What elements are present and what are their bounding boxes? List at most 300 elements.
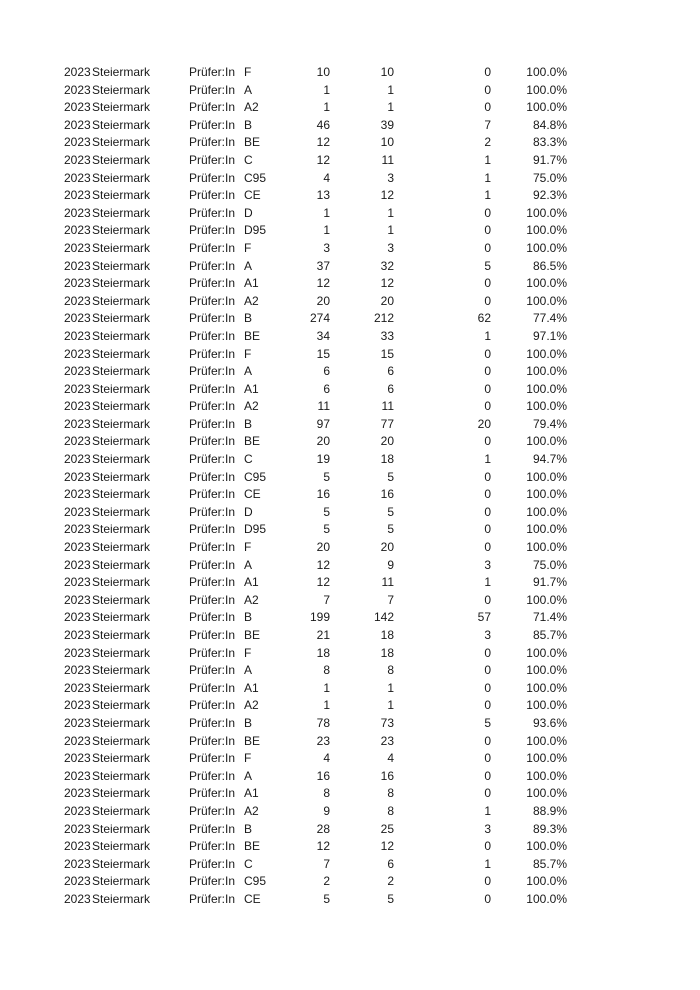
- role-cell: Prüfer:In: [189, 715, 236, 730]
- region-cell: Steiermark: [92, 768, 151, 783]
- table-row: [0, 504, 700, 522]
- year-cell: 2023: [64, 751, 91, 766]
- region-cell: Steiermark: [92, 311, 151, 326]
- year-cell: 2023: [64, 311, 91, 326]
- passed-count-cell: 8: [387, 786, 394, 801]
- table-row: [0, 821, 700, 839]
- region-cell: Steiermark: [92, 540, 151, 555]
- total-count-cell: 78: [316, 715, 330, 730]
- pass-rate-cell: 100.0%: [526, 276, 567, 291]
- failed-count-cell: 0: [484, 874, 491, 889]
- region-cell: Steiermark: [92, 276, 151, 291]
- region-cell: Steiermark: [92, 65, 151, 79]
- pass-rate-cell: 100.0%: [526, 240, 567, 255]
- table-row: [0, 891, 700, 909]
- table-row: [0, 222, 700, 240]
- passed-count-cell: 23: [380, 733, 394, 748]
- pass-rate-cell: 88.9%: [532, 803, 567, 818]
- role-cell: Prüfer:In: [189, 540, 236, 555]
- passed-count-cell: 10: [380, 65, 394, 79]
- pass-rate-cell: 100.0%: [526, 698, 567, 713]
- failed-count-cell: 1: [484, 575, 491, 590]
- region-cell: Steiermark: [92, 751, 151, 766]
- table-row: [0, 486, 700, 504]
- total-count-cell: 34: [316, 328, 330, 343]
- year-cell: 2023: [64, 100, 91, 115]
- license-class-cell: A2: [244, 293, 259, 308]
- year-cell: 2023: [64, 135, 91, 150]
- total-count-cell: 16: [316, 487, 330, 502]
- failed-count-cell: 0: [484, 469, 491, 484]
- role-cell: Prüfer:In: [189, 135, 236, 150]
- failed-count-cell: 1: [484, 452, 491, 467]
- year-cell: 2023: [64, 645, 91, 660]
- year-cell: 2023: [64, 434, 91, 449]
- region-cell: Steiermark: [92, 610, 151, 625]
- license-class-cell: C95: [244, 170, 267, 185]
- license-class-cell: A2: [244, 698, 259, 713]
- total-count-cell: 18: [316, 645, 330, 660]
- failed-count-cell: 0: [484, 522, 491, 537]
- license-class-cell: B: [244, 117, 253, 132]
- table-row: [0, 803, 700, 821]
- failed-count-cell: 5: [484, 258, 491, 273]
- failed-count-cell: 0: [484, 65, 491, 79]
- table-row: [0, 521, 700, 539]
- license-class-cell: A2: [244, 592, 259, 607]
- total-count-cell: 16: [316, 768, 330, 783]
- total-count-cell: 20: [316, 293, 330, 308]
- passed-count-cell: 7: [387, 592, 394, 607]
- year-cell: 2023: [64, 240, 91, 255]
- table-row: [0, 715, 700, 733]
- table-row: [0, 873, 700, 891]
- license-class-cell: A1: [244, 680, 259, 695]
- year-cell: 2023: [64, 188, 91, 203]
- role-cell: Prüfer:In: [189, 205, 236, 220]
- year-cell: 2023: [64, 469, 91, 484]
- failed-count-cell: 0: [484, 680, 491, 695]
- pass-rate-cell: 83.3%: [532, 135, 567, 150]
- role-cell: Prüfer:In: [189, 557, 236, 572]
- year-cell: 2023: [64, 715, 91, 730]
- region-cell: Steiermark: [92, 469, 151, 484]
- pass-rate-cell: 100.0%: [526, 100, 567, 115]
- license-class-cell: BE: [244, 628, 261, 642]
- table-row: [0, 64, 700, 82]
- failed-count-cell: 0: [484, 364, 491, 379]
- role-cell: Prüfer:In: [189, 821, 236, 836]
- pass-rate-cell: 100.0%: [526, 364, 567, 379]
- license-class-cell: C95: [244, 469, 267, 484]
- table-row: [0, 258, 700, 276]
- passed-count-cell: 1: [387, 205, 394, 220]
- year-cell: 2023: [64, 65, 91, 79]
- table-row: [0, 117, 700, 135]
- passed-count-cell: 4: [387, 751, 394, 766]
- passed-count-cell: 11: [381, 152, 394, 167]
- role-cell: Prüfer:In: [189, 733, 236, 748]
- role-cell: Prüfer:In: [189, 276, 236, 291]
- license-class-cell: B: [244, 610, 253, 625]
- license-class-cell: B: [244, 821, 253, 836]
- failed-count-cell: 0: [484, 504, 491, 519]
- role-cell: Prüfer:In: [189, 504, 236, 519]
- year-cell: 2023: [64, 504, 91, 519]
- pass-rate-cell: 75.0%: [532, 170, 567, 185]
- passed-count-cell: 11: [381, 575, 394, 590]
- passed-count-cell: 10: [380, 135, 394, 150]
- region-cell: Steiermark: [92, 117, 151, 132]
- pass-rate-cell: 100.0%: [526, 346, 567, 361]
- pass-rate-cell: 100.0%: [526, 223, 567, 238]
- role-cell: Prüfer:In: [189, 575, 236, 590]
- table-row: [0, 750, 700, 768]
- table-row: [0, 275, 700, 293]
- pass-rate-cell: 100.0%: [526, 434, 567, 449]
- table-row: [0, 469, 700, 487]
- failed-count-cell: 0: [484, 434, 491, 449]
- license-class-cell: CE: [244, 188, 261, 203]
- passed-count-cell: 18: [380, 645, 394, 660]
- pass-rate-cell: 100.0%: [526, 205, 567, 220]
- total-count-cell: 20: [316, 540, 330, 555]
- table-row: [0, 592, 700, 610]
- failed-count-cell: 0: [484, 698, 491, 713]
- role-cell: Prüfer:In: [189, 364, 236, 379]
- license-class-cell: F: [244, 240, 252, 255]
- failed-count-cell: 0: [484, 645, 491, 660]
- failed-count-cell: 0: [484, 733, 491, 748]
- failed-count-cell: 0: [484, 240, 491, 255]
- region-cell: Steiermark: [92, 258, 151, 273]
- pass-rate-cell: 86.5%: [532, 258, 567, 273]
- role-cell: Prüfer:In: [189, 891, 236, 906]
- role-cell: Prüfer:In: [189, 856, 236, 871]
- region-cell: Steiermark: [92, 346, 151, 361]
- role-cell: Prüfer:In: [189, 399, 236, 414]
- region-cell: Steiermark: [92, 522, 151, 537]
- license-class-cell: D95: [244, 522, 267, 537]
- region-cell: Steiermark: [92, 364, 151, 379]
- total-count-cell: 46: [316, 117, 330, 132]
- role-cell: Prüfer:In: [189, 311, 236, 326]
- total-count-cell: 4: [323, 751, 330, 766]
- license-class-cell: A2: [244, 100, 259, 115]
- table-row: [0, 627, 700, 645]
- failed-count-cell: 3: [484, 628, 491, 642]
- failed-count-cell: 0: [484, 751, 491, 766]
- pass-rate-cell: 100.0%: [526, 786, 567, 801]
- passed-count-cell: 12: [380, 276, 394, 291]
- total-count-cell: 12: [316, 575, 330, 590]
- pass-rate-cell: 100.0%: [526, 522, 567, 537]
- license-class-cell: B: [244, 715, 253, 730]
- pass-rate-cell: 100.0%: [526, 487, 567, 502]
- passed-count-cell: 18: [380, 452, 394, 467]
- role-cell: Prüfer:In: [189, 803, 236, 818]
- failed-count-cell: 0: [484, 276, 491, 291]
- region-cell: Steiermark: [92, 557, 151, 572]
- pass-rate-cell: 85.7%: [532, 856, 567, 871]
- pass-rate-cell: 100.0%: [526, 399, 567, 414]
- license-class-cell: CE: [244, 487, 261, 502]
- total-count-cell: 1: [323, 205, 330, 220]
- year-cell: 2023: [64, 364, 91, 379]
- role-cell: Prüfer:In: [189, 152, 236, 167]
- failed-count-cell: 0: [484, 100, 491, 115]
- failed-count-cell: 0: [484, 205, 491, 220]
- year-cell: 2023: [64, 698, 91, 713]
- total-count-cell: 20: [316, 434, 330, 449]
- year-cell: 2023: [64, 276, 91, 291]
- role-cell: Prüfer:In: [189, 645, 236, 660]
- pass-rate-cell: 94.7%: [532, 452, 567, 467]
- role-cell: Prüfer:In: [189, 240, 236, 255]
- region-cell: Steiermark: [92, 416, 151, 431]
- role-cell: Prüfer:In: [189, 874, 236, 889]
- pass-rate-cell: 100.0%: [526, 751, 567, 766]
- role-cell: Prüfer:In: [189, 786, 236, 801]
- role-cell: Prüfer:In: [189, 839, 236, 854]
- failed-count-cell: 1: [484, 152, 491, 167]
- license-class-cell: A: [244, 258, 253, 273]
- table-row: [0, 170, 700, 188]
- failed-count-cell: 0: [484, 786, 491, 801]
- total-count-cell: 28: [316, 821, 330, 836]
- license-class-cell: BE: [244, 434, 261, 449]
- license-class-cell: A1: [244, 786, 259, 801]
- table-row: [0, 662, 700, 680]
- table-row: [0, 838, 700, 856]
- passed-count-cell: 20: [380, 540, 394, 555]
- passed-count-cell: 32: [380, 258, 394, 273]
- role-cell: Prüfer:In: [189, 469, 236, 484]
- license-class-cell: BE: [244, 135, 261, 150]
- year-cell: 2023: [64, 733, 91, 748]
- license-class-cell: D95: [244, 223, 267, 238]
- role-cell: Prüfer:In: [189, 768, 236, 783]
- region-cell: Steiermark: [92, 82, 151, 97]
- table-row: [0, 856, 700, 874]
- pass-rate-cell: 77.4%: [532, 311, 567, 326]
- passed-count-cell: 77: [380, 416, 394, 431]
- role-cell: Prüfer:In: [189, 663, 236, 678]
- total-count-cell: 6: [323, 364, 330, 379]
- license-class-cell: D: [244, 504, 253, 519]
- passed-count-cell: 5: [387, 891, 394, 906]
- region-cell: Steiermark: [92, 592, 151, 607]
- year-cell: 2023: [64, 628, 91, 642]
- passed-count-cell: 15: [380, 346, 394, 361]
- region-cell: Steiermark: [92, 399, 151, 414]
- region-cell: Steiermark: [92, 293, 151, 308]
- total-count-cell: 3: [323, 240, 330, 255]
- failed-count-cell: 3: [484, 821, 491, 836]
- table-row: [0, 645, 700, 663]
- year-cell: 2023: [64, 117, 91, 132]
- failed-count-cell: 0: [484, 487, 491, 502]
- license-class-cell: F: [244, 540, 252, 555]
- table-row: [0, 768, 700, 786]
- region-cell: Steiermark: [92, 135, 151, 150]
- license-class-cell: F: [244, 751, 252, 766]
- passed-count-cell: 33: [380, 328, 394, 343]
- failed-count-cell: 0: [484, 82, 491, 97]
- pass-rate-cell: 100.0%: [526, 504, 567, 519]
- year-cell: 2023: [64, 328, 91, 343]
- total-count-cell: 199: [309, 610, 330, 625]
- license-class-cell: BE: [244, 839, 261, 854]
- year-cell: 2023: [64, 680, 91, 695]
- license-class-cell: CE: [244, 891, 261, 906]
- table-row: [0, 539, 700, 557]
- failed-count-cell: 0: [484, 891, 491, 906]
- failed-count-cell: 62: [477, 311, 491, 326]
- failed-count-cell: 20: [477, 416, 491, 431]
- table-row: [0, 733, 700, 751]
- failed-count-cell: 3: [484, 557, 491, 572]
- table-row: [0, 205, 700, 223]
- total-count-cell: 7: [323, 592, 330, 607]
- passed-count-cell: 1: [387, 680, 394, 695]
- pass-rate-cell: 100.0%: [526, 839, 567, 854]
- year-cell: 2023: [64, 821, 91, 836]
- pass-rate-cell: 92.3%: [532, 188, 567, 203]
- license-class-cell: A: [244, 663, 253, 678]
- pass-rate-cell: 100.0%: [526, 540, 567, 555]
- region-cell: Steiermark: [92, 891, 151, 906]
- passed-count-cell: 8: [387, 803, 394, 818]
- table-row: [0, 328, 700, 346]
- pass-rate-cell: 100.0%: [526, 874, 567, 889]
- passed-count-cell: 6: [387, 364, 394, 379]
- license-class-cell: F: [244, 65, 252, 79]
- year-cell: 2023: [64, 399, 91, 414]
- year-cell: 2023: [64, 540, 91, 555]
- role-cell: Prüfer:In: [189, 610, 236, 625]
- role-cell: Prüfer:In: [189, 452, 236, 467]
- failed-count-cell: 1: [484, 170, 491, 185]
- year-cell: 2023: [64, 223, 91, 238]
- pass-rate-cell: 97.1%: [532, 328, 567, 343]
- total-count-cell: 12: [316, 276, 330, 291]
- passed-count-cell: 3: [387, 240, 394, 255]
- pass-rate-cell: 100.0%: [526, 663, 567, 678]
- license-class-cell: C: [244, 152, 253, 167]
- passed-count-cell: 5: [387, 504, 394, 519]
- region-cell: Steiermark: [92, 733, 151, 748]
- table-row: [0, 134, 700, 152]
- table-row: [0, 293, 700, 311]
- failed-count-cell: 0: [484, 399, 491, 414]
- role-cell: Prüfer:In: [189, 170, 236, 185]
- pass-rate-cell: 100.0%: [526, 65, 567, 79]
- year-cell: 2023: [64, 487, 91, 502]
- table-row: [0, 99, 700, 117]
- failed-count-cell: 1: [484, 856, 491, 871]
- total-count-cell: 8: [323, 663, 330, 678]
- passed-count-cell: 39: [380, 117, 394, 132]
- passed-count-cell: 1: [387, 82, 394, 97]
- passed-count-cell: 6: [387, 381, 394, 396]
- role-cell: Prüfer:In: [189, 487, 236, 502]
- passed-count-cell: 142: [373, 610, 394, 625]
- region-cell: Steiermark: [92, 100, 151, 115]
- table-row: [0, 240, 700, 258]
- failed-count-cell: 1: [484, 803, 491, 818]
- total-count-cell: 12: [316, 839, 330, 854]
- total-count-cell: 5: [323, 891, 330, 906]
- role-cell: Prüfer:In: [189, 522, 236, 537]
- failed-count-cell: 0: [484, 223, 491, 238]
- table-row: [0, 363, 700, 381]
- region-cell: Steiermark: [92, 803, 151, 818]
- region-cell: Steiermark: [92, 839, 151, 854]
- year-cell: 2023: [64, 874, 91, 889]
- year-cell: 2023: [64, 557, 91, 572]
- total-count-cell: 23: [316, 733, 330, 748]
- failed-count-cell: 0: [484, 663, 491, 678]
- total-count-cell: 13: [316, 188, 330, 203]
- table-row: [0, 451, 700, 469]
- year-cell: 2023: [64, 522, 91, 537]
- license-class-cell: A2: [244, 803, 259, 818]
- total-count-cell: 2: [323, 874, 330, 889]
- region-cell: Steiermark: [92, 223, 151, 238]
- pass-rate-cell: 100.0%: [526, 381, 567, 396]
- total-count-cell: 1: [323, 223, 330, 238]
- passed-count-cell: 1: [387, 698, 394, 713]
- pass-rate-cell: 91.7%: [532, 152, 567, 167]
- region-cell: Steiermark: [92, 240, 151, 255]
- total-count-cell: 12: [316, 135, 330, 150]
- role-cell: Prüfer:In: [189, 117, 236, 132]
- table-row: [0, 416, 700, 434]
- table-row: [0, 152, 700, 170]
- table-row: [0, 187, 700, 205]
- total-count-cell: 15: [316, 346, 330, 361]
- failed-count-cell: 57: [477, 610, 491, 625]
- total-count-cell: 12: [316, 557, 330, 572]
- role-cell: Prüfer:In: [189, 434, 236, 449]
- role-cell: Prüfer:In: [189, 293, 236, 308]
- pass-rate-cell: 91.7%: [532, 575, 567, 590]
- year-cell: 2023: [64, 575, 91, 590]
- total-count-cell: 274: [309, 311, 330, 326]
- pass-rate-cell: 100.0%: [526, 680, 567, 695]
- license-class-cell: A1: [244, 381, 259, 396]
- region-cell: Steiermark: [92, 205, 151, 220]
- license-class-cell: F: [244, 346, 252, 361]
- total-count-cell: 10: [316, 65, 330, 79]
- role-cell: Prüfer:In: [189, 592, 236, 607]
- total-count-cell: 9: [323, 803, 330, 818]
- passed-count-cell: 16: [380, 768, 394, 783]
- year-cell: 2023: [64, 856, 91, 871]
- region-cell: Steiermark: [92, 487, 151, 502]
- table-row: [0, 785, 700, 803]
- table-row: [0, 82, 700, 100]
- table-row: [0, 697, 700, 715]
- passed-count-cell: 2: [387, 874, 394, 889]
- passed-count-cell: 9: [387, 557, 394, 572]
- passed-count-cell: 18: [380, 628, 394, 642]
- pass-rate-cell: 100.0%: [526, 891, 567, 906]
- passed-count-cell: 12: [380, 839, 394, 854]
- total-count-cell: 7: [323, 856, 330, 871]
- license-class-cell: A1: [244, 276, 259, 291]
